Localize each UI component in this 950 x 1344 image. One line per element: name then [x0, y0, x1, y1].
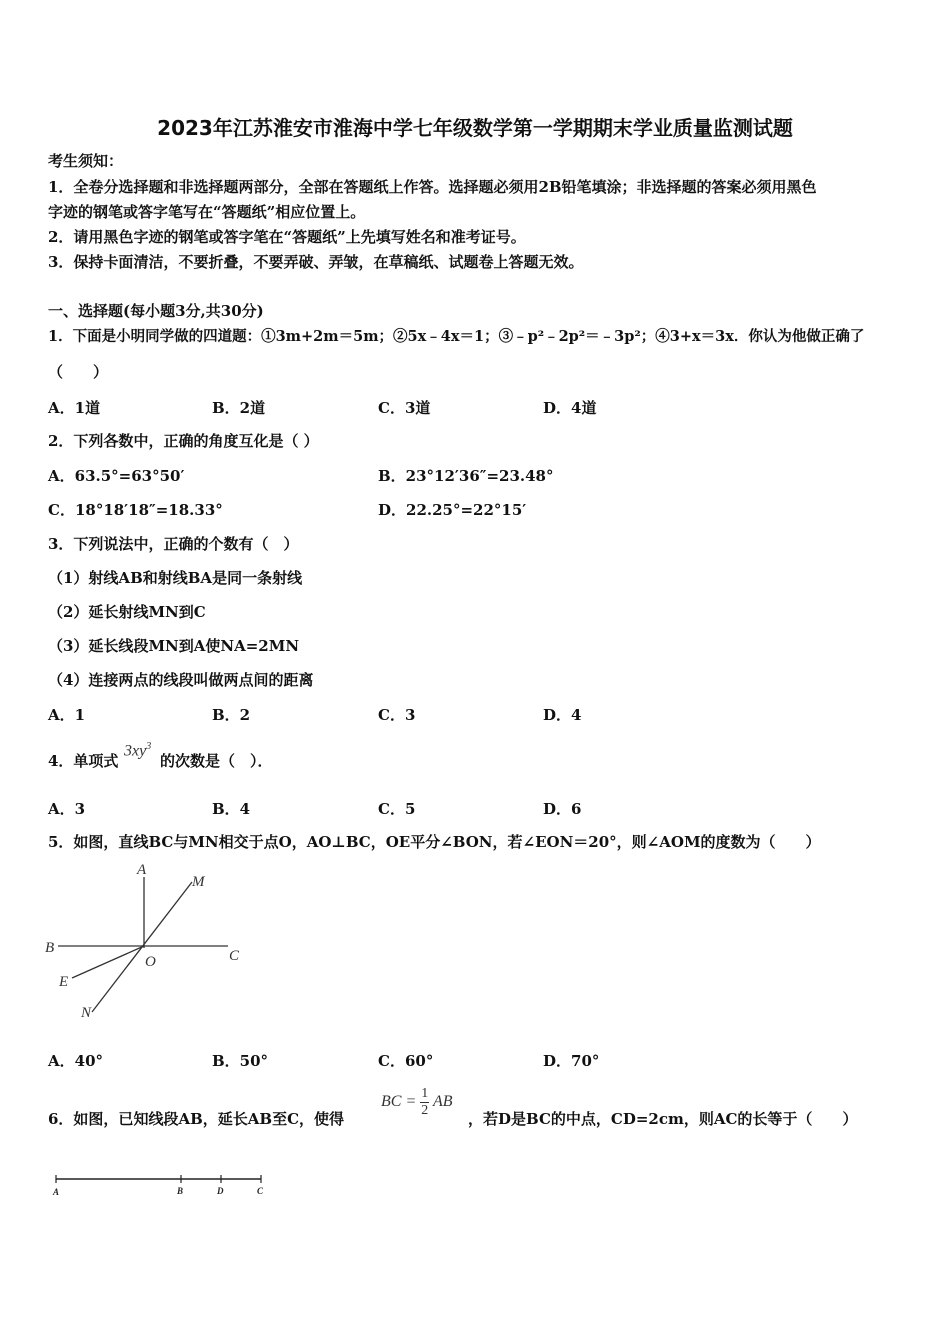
- q3-option-c: C．3: [378, 706, 416, 724]
- label-a: A: [53, 1187, 60, 1197]
- question-2-stem: 2．下列各数中，正确的角度互化是（ ）: [48, 432, 319, 450]
- monomial-exponent: 3: [146, 741, 152, 752]
- q5-option-b: B．50°: [212, 1052, 269, 1070]
- q2-option-c: C．18°18′18″=18.33°: [48, 501, 223, 519]
- formula-fraction: [420, 1086, 429, 1119]
- label-e: E: [59, 974, 69, 990]
- q5-option-a: A．40°: [48, 1052, 104, 1070]
- label-a: A: [137, 862, 147, 878]
- q3-statement-3: （3）延长线段MN到A使NA=2MN: [48, 637, 300, 655]
- notice-heading: 考生须知：: [48, 152, 124, 170]
- section-heading: 一、选择题(每小题3分,共30分): [48, 302, 264, 320]
- question-6-prefix: 6．如图，已知线段AB，延长AB至C，使得: [48, 1110, 345, 1128]
- label-d: D: [217, 1186, 224, 1196]
- label-c: C: [229, 948, 240, 964]
- q1-option-d: D．4道: [543, 399, 597, 417]
- notice-line-3: 3．保持卡面清洁，不要折叠，不要弄破、弄皱，在草稿纸、试题卷上答题无效。: [48, 253, 584, 271]
- q3-statement-1: （1）射线AB和射线BA是同一条射线: [48, 569, 303, 587]
- notice-line-1: 1．全卷分选择题和非选择题两部分，全部在答题纸上作答。选择题必须用2B铅笔填涂；非选择题的答案必须用黑色: [48, 178, 817, 196]
- question-3-stem: 3．下列说法中，正确的个数有（ ）: [48, 535, 299, 553]
- q3-statement-2: （2）延长射线MN到C: [48, 603, 206, 621]
- label-b: B: [45, 940, 55, 956]
- q6-formula: [381, 1086, 453, 1119]
- label-o: O: [145, 954, 156, 970]
- q3-statement-4: （4）连接两点的线段叫做两点间的距离: [48, 671, 314, 689]
- q4-option-d: D．6: [543, 800, 582, 818]
- label-m: M: [192, 874, 205, 890]
- page-title: 2023年江苏淮安市淮海中学七年级数学第一学期期末学业质量监测试题: [157, 116, 793, 140]
- formula-rhs: AB: [432, 1093, 453, 1111]
- q1-option-b: B．2道: [212, 399, 266, 417]
- label-n: N: [81, 1005, 92, 1021]
- notice-line-1b: 字迹的钢笔或答字笔写在“答题纸”相应位置上。: [48, 203, 366, 221]
- question-1-bracket: （ ）: [48, 363, 109, 381]
- q2-option-d: D．22.25°=22°15′: [378, 501, 527, 519]
- monomial-base: 3xy: [124, 742, 147, 760]
- q4-option-c: C．5: [378, 800, 416, 818]
- q1-option-c: C．3道: [378, 399, 431, 417]
- question-1-stem: 1．下面是小明同学做的四道题：①3m+2m＝5m；②5x﹣4x＝1；③﹣p²﹣2p²＝﹣3p²；④3+x＝3x．你认为他做正确了: [48, 328, 865, 345]
- ray-oe: [72, 946, 144, 978]
- q3-option-d: D．4: [543, 706, 582, 724]
- q4-option-b: B．4: [212, 800, 251, 818]
- label-c: C: [257, 1186, 264, 1196]
- q1-option-a: A．1道: [48, 399, 101, 417]
- intersecting-lines-figure: [40, 860, 250, 1025]
- question-6-suffix: ，若D是BC的中点，CD=2cm，则AC的长等于（ ）: [468, 1110, 858, 1128]
- notice-line-2: 2．请用黑色字迹的钢笔或答字笔在“答题纸”上先填写姓名和准考证号。: [48, 228, 526, 246]
- fraction-numerator: 1: [421, 1086, 429, 1101]
- label-b: B: [177, 1186, 184, 1196]
- segment-figure: [50, 1170, 275, 1200]
- monomial-expression: [124, 741, 151, 760]
- q5-option-c: C．60°: [378, 1052, 434, 1070]
- q5-option-d: D．70°: [543, 1052, 600, 1070]
- fraction-denominator: 2: [421, 1103, 429, 1118]
- q3-option-b: B．2: [212, 706, 251, 724]
- q2-option-a: A．63.5°=63°50′: [48, 467, 185, 485]
- question-5-stem: 5．如图，直线BC与MN相交于点O，AO⊥BC，OE平分∠BON，若∠EON＝20°，则∠AOM的度数为（ ）: [48, 833, 821, 851]
- question-4-suffix: 的次数是（ ）．: [160, 752, 273, 770]
- q2-option-b: B．23°12′36″=23.48°: [378, 467, 554, 485]
- q4-option-a: A．3: [48, 800, 86, 818]
- formula-lhs: BC =: [381, 1093, 417, 1111]
- question-4-prefix: 4．单项式: [48, 752, 119, 770]
- q3-option-a: A．1: [48, 706, 86, 724]
